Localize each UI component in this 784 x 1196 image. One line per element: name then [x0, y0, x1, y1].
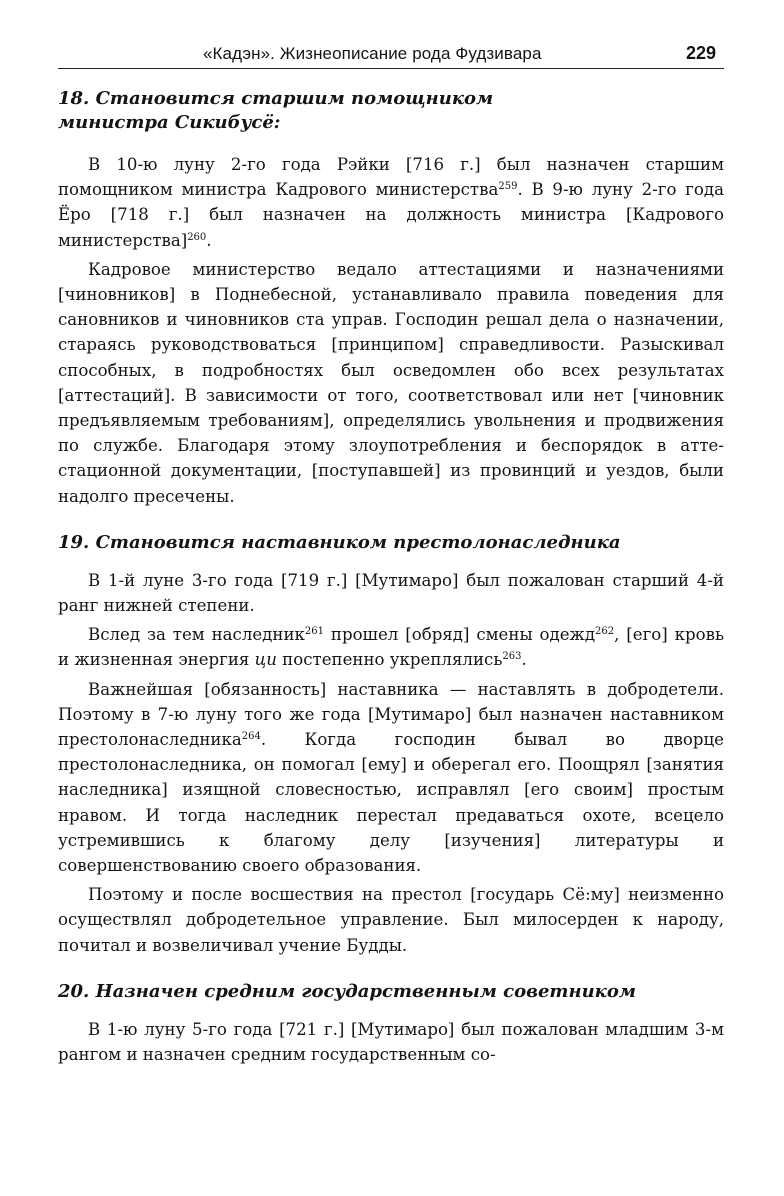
- paragraph: Поэтому и после восшествия на престол [государь Сё:му] неизменно осуществлял добродетельное управление. Был милосерден к народу, почитал и возвеличивал учение Будды.: [58, 885, 724, 955]
- section-title: 18. Становится старшим помощником министра Сикибусё:: [58, 88, 494, 133]
- paragraph: Кадровое министерство ведало аттестациями и назначениями [чиновников] в Поднебесной, устанавливало правила поведения для сановников и чиновников ста управ. Господин решал дела о назначении, стараясь руководствоваться [принципом] справедливости. Разыскивал способных, в подробностях был осведомлен обо всех результатах [аттестаций]. В зависимости от того, соответствовал или нет [чиновник предъявляемым требованиям], определялись увольнения и продвижения по службе. Благодаря этому злоупотребления и беспорядок в аттестационной документации, [поступавшей] из провинций и уездов, были надолго пресечены.: [58, 259, 724, 506]
- section-19: [58, 531, 724, 958]
- footnote-ref: 261: [304, 626, 324, 638]
- paragraph: Важнейшая [обязанность] наставника — наставлять в добродетели. Поэтому в 7-ю луну того же года [Мутимаро] был назначен наставником престолонаследника$^{264}$. Когда господин бывал во дворце престолонаследника, он помогал [ему] и оберегал его. Поощрял [занятия наследника] изящной словесностью, исправлял [его своим] простым нравом. И тогда наследник перестал предаваться охоте, всецело устремившись к благому делу [изучения] литературы и совершенствованию своего образования.: [58, 679, 724, 876]
- section-20: [58, 980, 724, 1067]
- footnote-ref: 263: [502, 651, 522, 663]
- running-title: «Кадэн». Жизнеописание рода Фудзивара: [203, 44, 542, 63]
- term-qi: ци: [254, 650, 277, 670]
- section-title: 20. Назначен средним государственным советником: [58, 980, 636, 1002]
- page-number: 229: [685, 43, 716, 63]
- footnote-ref: 260: [187, 231, 207, 243]
- paragraph: В 1-й луне 3-го года [719 г.] [Мутимаро] был пожалован старший 4-й ранг нижней степени.: [58, 570, 724, 616]
- footnote-ref: 259: [498, 181, 518, 193]
- book-page: [58, 34, 724, 1067]
- section-18: [58, 87, 724, 509]
- footnote-ref: 264: [241, 731, 261, 743]
- paragraph: В 1-ю луну 5-го года [721 г.] [Мутимаро] был пожалован младшим 3-м рангом и назначен средним государственным со-: [58, 1019, 724, 1065]
- paragraph: В 10-ю луну 2-го года Рэйки [716 г.] был назначен старшим помощником министра Кадрового министерства$^{259}$. В 9-ю луну 2-го года Ёро [718 г.] был назначен на должность министра [Кадрового министерства]$^{260}$.: [58, 155, 724, 250]
- footnote-ref: 262: [595, 626, 615, 638]
- running-header: [58, 34, 724, 69]
- section-title: 19. Становится наставником престолонаследника: [58, 531, 621, 553]
- paragraph: Вслед за тем наследник$^{261}$ прошел [обряд] смены одежд$^{262}$, [его] кровь и жизненная энергия ци постепенно укреплялись$^{263}$.: [58, 625, 725, 670]
